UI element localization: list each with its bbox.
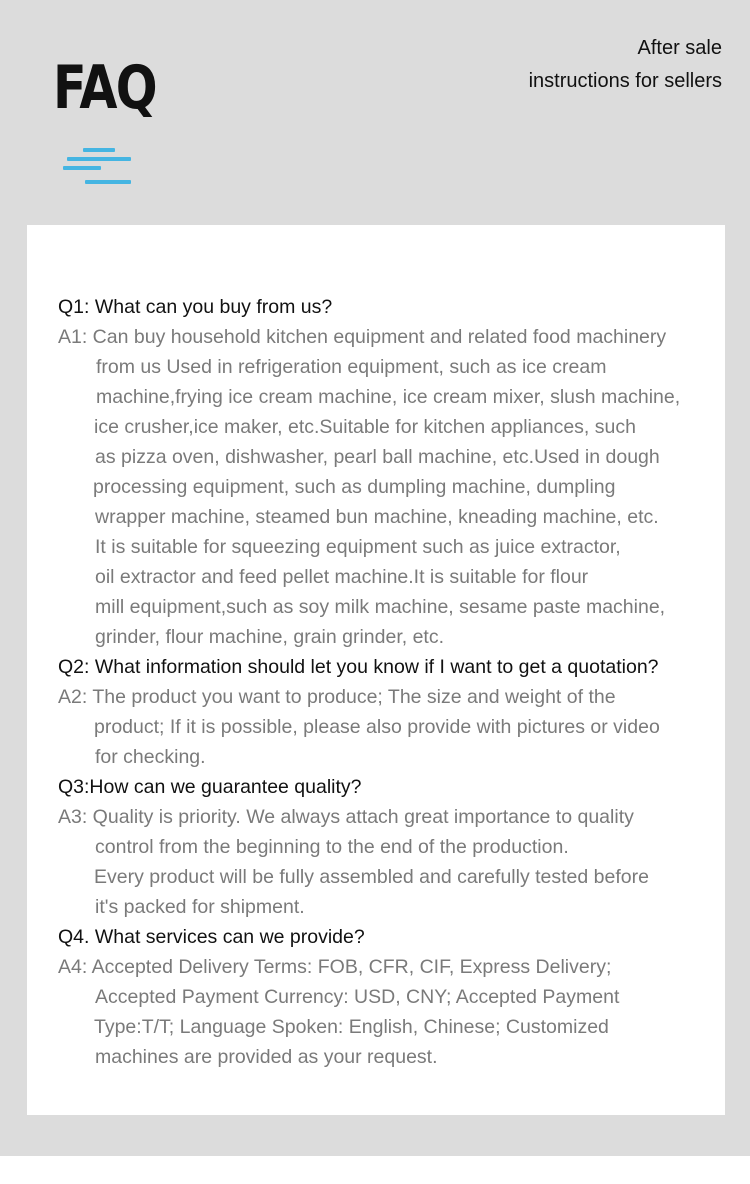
faq-answer-line: from us Used in refrigeration equipment, such as ice cream <box>96 356 607 378</box>
faq-answer-line: machines are provided as your request. <box>95 1046 438 1068</box>
page-title: FAQ <box>53 53 156 123</box>
faq-answer-line: Type:T/T; Language Spoken: English, Chinese; Customized <box>94 1016 609 1038</box>
faq-answer-line: grinder, flour machine, grain grinder, etc. <box>95 626 445 648</box>
faq-answer-line: for checking. <box>95 746 206 768</box>
faq-answer-line: ice crusher,ice maker, etc.Suitable for kitchen appliances, such <box>94 416 636 438</box>
header-subtitle <box>529 32 722 98</box>
faq-answer-line: A1: Can buy household kitchen equipment and related food machinery <box>58 326 667 348</box>
faq-answer-line: oil extractor and feed pellet machine.It is suitable for flour <box>95 566 589 588</box>
faq-answer-line: It is suitable for squeezing equipment such as juice extractor, <box>95 536 621 558</box>
faq-answer-line: A2: The product you want to produce; The size and weight of the <box>58 686 616 708</box>
subtitle-line-1: After sale <box>637 37 722 59</box>
faq-list <box>58 292 718 1072</box>
subtitle-line-2: instructions for sellers <box>528 70 722 92</box>
faq-answer-line: it's packed for shipment. <box>95 896 305 918</box>
faq-question: Q3:How can we guarantee quality? <box>58 776 362 798</box>
faq-card <box>27 225 725 1115</box>
faq-question: Q1: What can you buy from us? <box>58 296 333 318</box>
faq-answer-line: machine,frying ice cream machine, ice cream mixer, slush machine, <box>96 386 681 408</box>
faq-question: Q2: What information should let you know if I want to get a quotation? <box>58 656 659 678</box>
faq-answer-line: control from the beginning to the end of the production. <box>95 836 569 858</box>
decorative-lines-icon <box>63 148 133 188</box>
faq-answer-line: A4: Accepted Delivery Terms: FOB, CFR, CIF, Express Delivery; <box>58 956 612 978</box>
faq-answer-line: processing equipment, such as dumpling machine, dumpling <box>93 476 616 498</box>
faq-question: Q4. What services can we provide? <box>58 926 365 948</box>
faq-answer-line: A3: Quality is priority. We always attach great importance to quality <box>58 806 634 828</box>
faq-answer-line: as pizza oven, dishwasher, pearl ball machine, etc.Used in dough <box>95 446 660 468</box>
faq-answer-line: wrapper machine, steamed bun machine, kneading machine, etc. <box>95 506 659 528</box>
faq-answer-line: Accepted Payment Currency: USD, CNY; Accepted Payment <box>95 986 620 1008</box>
faq-answer-line: Every product will be fully assembled and carefully tested before <box>94 866 649 888</box>
faq-answer-line: product; If it is possible, please also provide with pictures or video <box>94 716 660 738</box>
faq-answer-line: mill equipment,such as soy milk machine, sesame paste machine, <box>95 596 666 618</box>
